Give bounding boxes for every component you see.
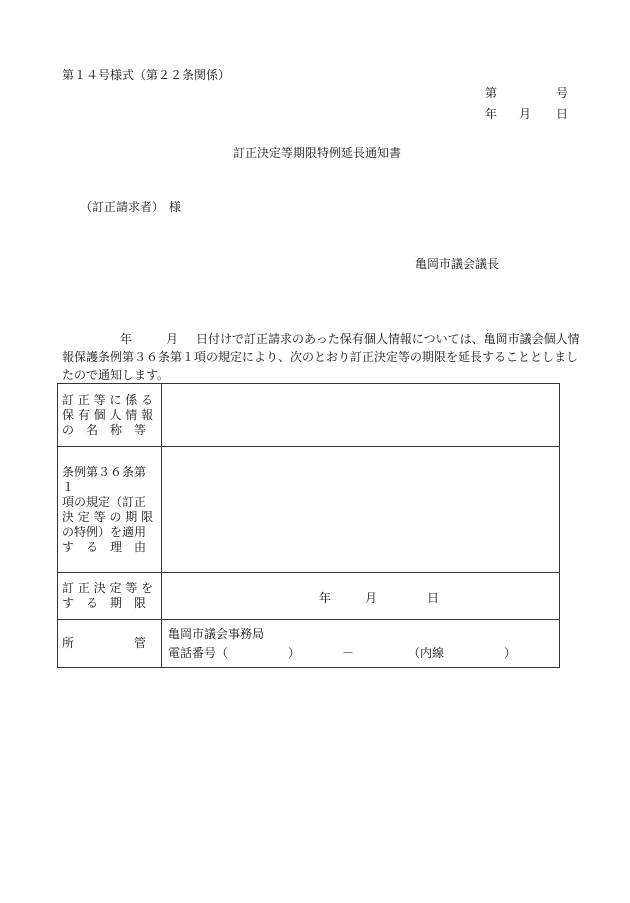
table-row — [58, 447, 560, 573]
table-row — [58, 384, 560, 447]
deadline-value[interactable] — [162, 573, 560, 620]
document-number-suffix: 号 — [556, 86, 569, 100]
addressee-honorific: 様 — [169, 200, 182, 214]
label-line: 項の規定（訂正 — [62, 494, 147, 509]
addressee-label: （訂正請求者） — [80, 200, 165, 214]
body-line-1-text: 日付けで訂正請求のあった保有個人情報については、亀岡市議会個人情 — [196, 332, 580, 346]
label-line: す る 期 限 — [62, 596, 147, 610]
date-year-label: 年 — [485, 107, 498, 121]
jurisdiction-phone: 電話番号（ ） － （内線 ） — [168, 645, 517, 660]
label-line: 訂 正 等 に 係 る — [62, 392, 154, 407]
body-line-2: 報保護条例第３６条第１項の規定により、次のとおり訂正決定等の期限を延長することとしまし — [62, 350, 579, 364]
body-text — [62, 330, 580, 384]
record-name-label — [58, 384, 162, 447]
details-table — [57, 383, 560, 668]
reason-label — [58, 447, 162, 573]
deadline-label — [58, 573, 162, 620]
document-number-prefix: 第 — [485, 86, 498, 100]
body-month-label: 月 — [166, 332, 179, 346]
form-number: 第１４号様式（第２２条関係） — [62, 68, 231, 82]
label-line: の 名 称 等 — [62, 422, 147, 437]
deadline-month-label: 月 — [365, 591, 378, 605]
document-title: 訂正決定等期限特例延長通知書 — [233, 146, 402, 160]
table-row — [58, 620, 560, 668]
jurisdiction-office: 亀岡市議会事務局 — [168, 626, 265, 641]
reason-value[interactable] — [162, 447, 560, 573]
record-name-value[interactable] — [162, 384, 560, 447]
jurisdiction-value — [162, 620, 560, 668]
label-line: 保 有 個 人 情 報 — [62, 407, 154, 422]
body-line-3: たので通知します。 — [62, 368, 170, 382]
label-line: 条例第３６条第１ — [62, 464, 147, 494]
label-line: の特例）を適用 — [62, 524, 147, 539]
jurisdiction-label: 所 管 — [58, 620, 162, 668]
body-year-label: 年 — [120, 332, 133, 346]
date-month-label: 月 — [519, 107, 532, 121]
deadline-day-label: 日 — [427, 591, 440, 605]
table-row — [58, 573, 560, 620]
deadline-year-label: 年 — [319, 591, 332, 605]
label-line: 決 定 等 の 期 限 — [62, 509, 154, 524]
label-line: 訂 正 決 定 等 を — [62, 581, 154, 595]
body-line-1 — [62, 330, 580, 348]
sender-name: 亀岡市議会議長 — [415, 257, 500, 271]
date-day-label: 日 — [556, 107, 569, 121]
label-line: す る 理 由 — [62, 539, 147, 554]
